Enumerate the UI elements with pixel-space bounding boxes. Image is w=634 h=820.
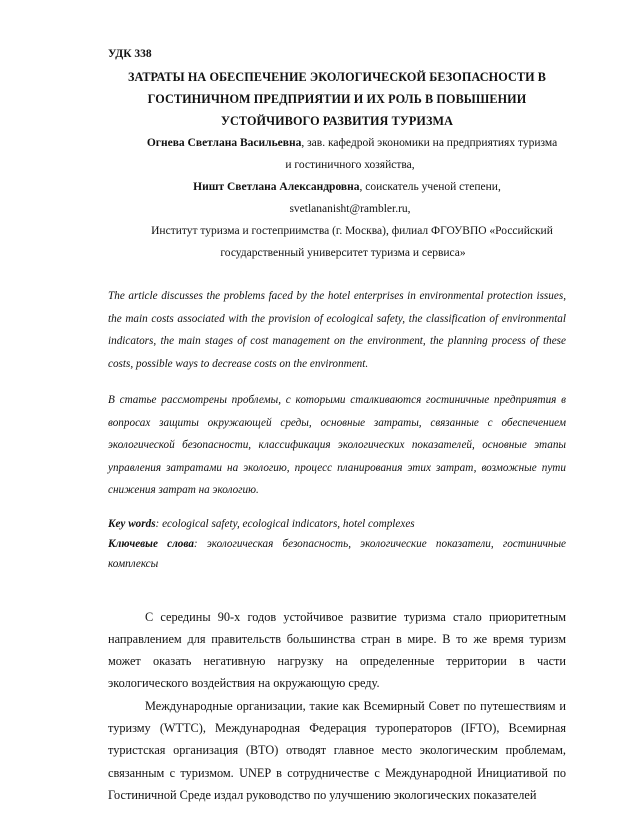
author-1-line — [108, 132, 566, 154]
author-1-role-cont: и гостиничного хозяйства, — [285, 159, 415, 171]
title-line-2: ГОСТИНИЧНОМ ПРЕДПРИЯТИИ И ИХ РОЛЬ В ПОВЫШЕНИИ — [147, 92, 527, 106]
article-title — [108, 66, 566, 132]
keywords-ru-label: Ключевые слова — [108, 537, 194, 550]
author-email: svetlananisht@rambler.ru, — [289, 203, 411, 215]
article-page — [108, 48, 566, 806]
abstract-english: The article discusses the problems faced by the hotel enterprises in environmental protection issues, the main costs associated with the provision of ecological safety, the classification of environmental indicators, the main stages of cost management on the environment, the planning process of these costs, possible ways to decrease costs on the environment. — [108, 290, 566, 370]
author-2-name: Ништ Светлана Александровна — [193, 181, 360, 193]
keywords-english — [108, 514, 566, 534]
author-1-role: , зав. кафедрой экономики на предприятиях туризма — [301, 137, 558, 149]
title-line-3: УСТОЙЧИВОГО РАЗВИТИЯ ТУРИЗМА — [220, 114, 454, 128]
keywords-ru-text: : экологическая безопасность, экологические показатели, гостиничные комплексы — [108, 537, 566, 570]
body-paragraph-1: С середины 90-х годов устойчивое развитие туризма стало приоритетным направлением для правительств большинства стран в мире. В то же время туризм может оказать негативную нагрузку на определенные территории в части экологического воздействия на окружающую среду. — [108, 609, 566, 691]
affiliation-line-1: Институт туризма и гостеприимства (г. Москва), филиал ФГОУВПО «Российский — [151, 225, 553, 237]
keywords-en-label: Key words — [108, 517, 156, 530]
author-2-line — [108, 176, 566, 198]
affiliation-line-2: государственный университет туризма и сервиса» — [220, 247, 466, 259]
author-block — [108, 132, 566, 264]
body-paragraph-2: Международные организации, такие как Всемирный Совет по путешествиям и туризму (WTTC), Международная Федерация туроператоров (IFTO), Всемирная туристская организация (ВТО) отводят главное место экологическим проблемам, связанным с туризмом. UNEP в сотрудничестве с Международной Инициативой по Гостиничной Среде издал руководство по улучшению экологических показателей — [108, 698, 566, 802]
udk-code: УДК 338 — [108, 48, 152, 60]
abstract-russian: В статье рассмотрены проблемы, с которыми сталкиваются гостиничные предприятия в вопросах защиты окружающей среды, основные затраты, связанные с обеспечением экологической безопасности, классификация экологических показателей, основные этапы управления затратами на экологию, процесс планирования этих затрат, возможные пути снижения затрат на экологию. — [108, 394, 566, 496]
keywords-block — [108, 514, 566, 574]
author-1-name: Огнева Светлана Васильевна — [146, 137, 302, 149]
author-2-role: , соискатель ученой степени, — [359, 181, 501, 193]
keywords-russian — [108, 534, 566, 574]
keywords-en-text: : ecological safety, ecological indicators, hotel complexes — [155, 517, 415, 530]
title-line-1: ЗАТРАТЫ НА ОБЕСПЕЧЕНИЕ ЭКОЛОГИЧЕСКОЙ БЕЗОПАСНОСТИ В — [127, 70, 547, 84]
